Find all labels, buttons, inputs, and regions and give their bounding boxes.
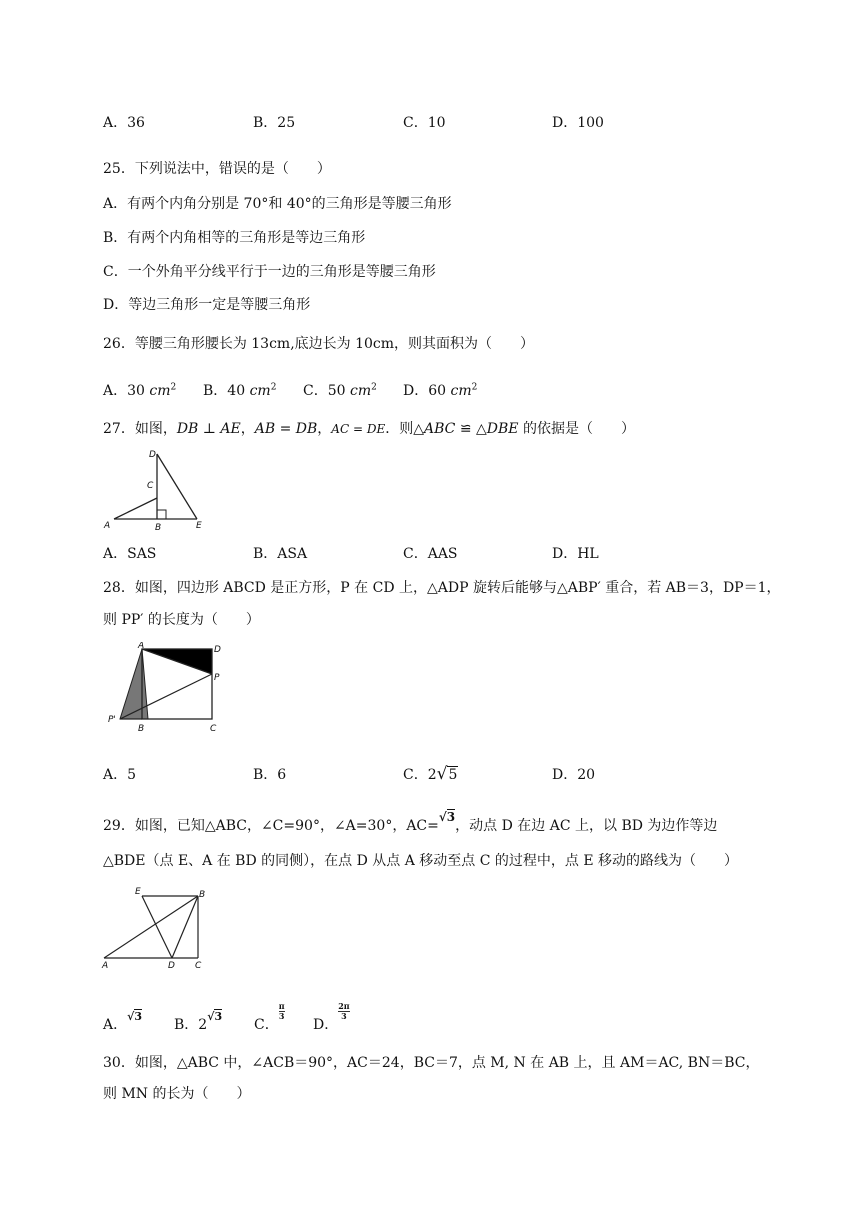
q25-option-a: A．有两个内角分别是 70°和 40°的三角形是等腰三角形 <box>103 196 452 212</box>
q28-label-p-prime: P' <box>108 715 116 725</box>
q29-label-a: A <box>102 961 109 970</box>
q24-option-a: A．36 <box>103 115 145 131</box>
q27-option-d: D．HL <box>552 546 599 562</box>
q28-option-a: A．5 <box>103 767 137 783</box>
q29-option-a: A．$^{√3}$ <box>103 1010 143 1033</box>
q25-option-d: D．等边三角形一定是等腰三角形 <box>103 297 311 313</box>
q28-label-p: P <box>214 673 220 683</box>
q26-option-a: A．30 $cm^2$ <box>103 382 177 399</box>
q24-option-b: B．25 <box>253 115 296 131</box>
q27-option-b: B．ASA <box>253 546 308 562</box>
q25-option-b: B．有两个内角相等的三角形是等边三角形 <box>103 230 366 246</box>
q28-stem-line2: 则 PP′ 的长度为（ ） <box>103 612 260 628</box>
q27-condition-2: AB = DB <box>254 421 318 437</box>
q27-stem: 27．如图，DB ⊥ AE，AB = DB，AC = DE．则△ABC ≌ △DBE 的依据是（ ） <box>103 421 635 437</box>
q27-options <box>103 543 820 565</box>
q28-label-d: D <box>214 645 221 655</box>
q29-label-c: C <box>195 961 202 970</box>
q24-option-c: C．10 <box>403 115 446 131</box>
q27-condition-3: AC = DE <box>331 422 386 436</box>
q28-option-c: C．2√5 <box>403 764 458 784</box>
q25-option-c: C．一个外角平分线平行于一边的三角形是等腰三角形 <box>103 264 436 280</box>
q29-stem-line2: △BDE（点 E、A 在 BD 的同侧），在点 D 从点 A 移动至点 C 的过程中，点 E 移动的路线为（ ） <box>103 853 739 869</box>
q29-option-b: B．$2^{√3}$ <box>174 1010 223 1033</box>
q24-option-d: D．100 <box>552 115 604 131</box>
q29-stem-line1: 29．如图，已知△ABC，∠C=90°，∠A=30°，AC=√3，动点 D 在边 AC 上，以 BD 为边作等边 <box>103 810 718 834</box>
q28-label-a: A <box>138 642 145 651</box>
q29-label-b: B <box>199 890 206 900</box>
q27-label-d: D <box>149 450 156 460</box>
q29-option-c: C．$\frac{\pi}{3}$ <box>254 1000 285 1033</box>
q28-stem-line1: 28．如图，四边形 ABCD 是正方形，P 在 CD 上，△ADP 旋转后能够与△ABP′ 重合，若 AB＝3，DP＝1， <box>103 580 781 596</box>
q27-condition-1: DB ⊥ AE <box>176 421 241 437</box>
q28-options <box>103 764 820 786</box>
q27-label-b: B <box>155 523 162 530</box>
q27-label-c: C <box>147 481 154 491</box>
q28-option-d: D．20 <box>552 767 596 783</box>
q27-option-c: C．AAS <box>403 546 458 562</box>
q30-stem-line2: 则 MN 的长为（ ） <box>103 1086 251 1102</box>
q28-label-c: C <box>210 724 217 734</box>
q26-option-d: D．60 $cm^2$ <box>403 382 478 399</box>
q24-options <box>103 112 820 134</box>
q26-option-c: C．50 $cm^2$ <box>303 382 377 399</box>
q29-options <box>103 1000 820 1040</box>
q26-stem: 26．等腰三角形腰长为 13cm,底边长为 10cm，则其面积为（ ） <box>103 336 535 352</box>
q28-option-b: B．6 <box>253 767 287 783</box>
q26-option-b: B．40 $cm^2$ <box>203 382 277 399</box>
q26-options <box>103 380 820 402</box>
q29-figure <box>100 884 215 970</box>
q28-label-b: B <box>138 724 145 734</box>
q28-figure <box>106 642 231 738</box>
q27-label-e: E <box>196 521 202 530</box>
q29-label-d: D <box>168 961 175 970</box>
q29-label-e: E <box>135 887 141 897</box>
q29-option-d: D．$\frac{2\pi}{3}$ <box>313 1000 350 1033</box>
q25-stem: 25．下列说法中，错误的是（ ） <box>103 161 331 177</box>
q30-stem-line1: 30．如图，△ABC 中，∠ACB＝90°，AC＝24，BC＝7，点 M, N 在 AB 上，且 AM＝AC, BN＝BC， <box>103 1055 760 1071</box>
q27-figure <box>102 446 217 530</box>
q27-option-a: A．SAS <box>103 546 157 562</box>
q27-label-a: A <box>104 521 111 530</box>
